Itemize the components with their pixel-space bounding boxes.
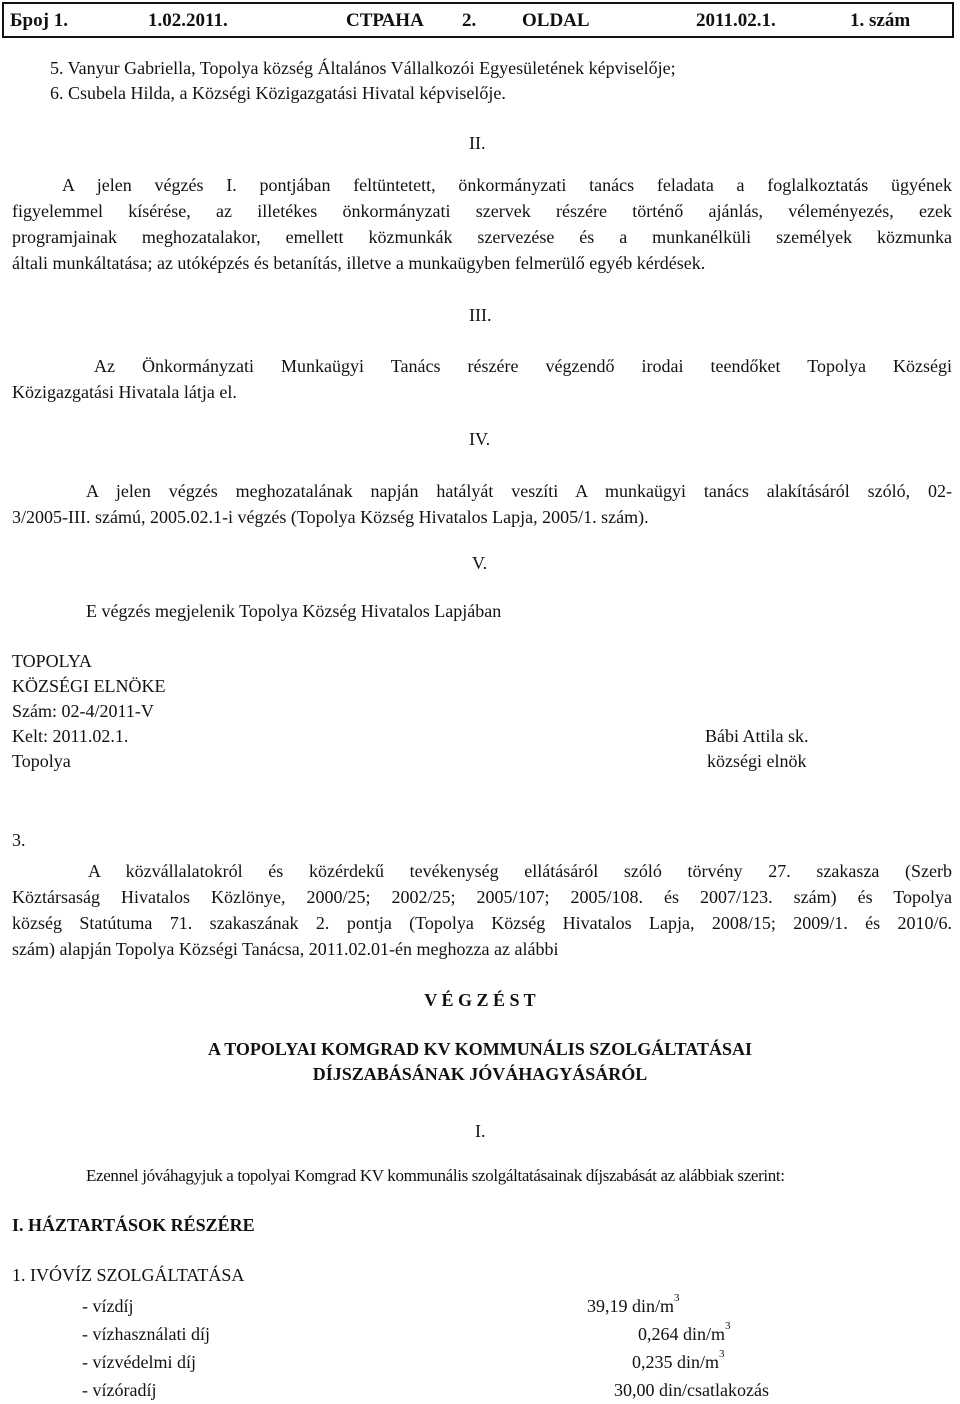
fee-value: 0,264 din/$m^3$ <box>638 1320 731 1344</box>
issue-date-hu: 2011.02.1. <box>696 10 776 31</box>
section-heading-5: V. <box>472 553 488 573</box>
document-place: Topolya <box>12 751 71 771</box>
paragraph-line: község Statútuma 71. szakaszának 2. pontja (Topolya Község Hivatalos Lapja, 2008/15; 2009/1. és 2010/6. <box>12 913 952 933</box>
unit-exponent: 3 <box>674 1292 680 1304</box>
paragraph-line: A jelen végzés I. pontjában feltüntetett, önkormányzati tanács feladata a foglalkoztatás ügyének <box>62 175 952 195</box>
page-label-sr: СТРАНА <box>346 10 424 31</box>
paragraph-line: A közvállalatokról és közérdekű tevékenység ellátásáról szóló törvény 27. szakasza (Szerb <box>88 861 952 881</box>
document-number: Szám: 02-4/2011-V <box>12 701 154 721</box>
unit-exponent: 3 <box>719 1348 725 1360</box>
issue-number-hu: 1. szám <box>850 10 911 31</box>
fee-name: - vízhasználati díj <box>82 1324 210 1344</box>
signatory-title: községi elnök <box>707 751 807 771</box>
paragraph-line: programjainak meghozatalakor, emellett közmunkák szervezése és a munkanélküli személyek közmunka <box>12 227 952 247</box>
publication-note: E végzés megjelenik Topolya Község Hivatalos Lapjában <box>86 601 502 621</box>
section-3-paragraph <box>12 353 952 405</box>
fee-name: - vízóradíj <box>82 1380 157 1400</box>
approval-statement: Ezennel jóváhagyjuk a topolyai Komgrad KV kommunális szolgáltatásainak díjszabását az alábbiak szerint: <box>86 1166 785 1185</box>
signatory-name: Bábi Attila sk. <box>705 726 809 746</box>
households-heading: I. HÁZTARTÁSOK RÉSZÉRE <box>12 1215 255 1235</box>
section-heading-4: IV. <box>469 429 491 449</box>
member-item-6: 6. Csubela Hilda, a Községi Közigazgatási Hivatal képviselője. <box>50 83 506 103</box>
section-heading-1: I. <box>475 1121 486 1141</box>
section-heading-2: II. <box>469 133 486 153</box>
paragraph-line: A jelen végzés meghozatalának napján hatályát veszíti A munkaügyi tanács alakításáról szóló, 02- <box>86 481 952 501</box>
paragraph-line: Köztársaság Hivatalos Közlönye, 2000/25; 2002/25; 2005/107; 2005/108. és 2007/123. szám) és Topolya <box>12 887 952 907</box>
fee-value: 30,00 din/csatlakozás <box>614 1380 769 1400</box>
issuer-line: KÖZSÉGI ELNÖKE <box>12 676 166 696</box>
decision-title-line-1: A TOPOLYAI KOMGRAD KV KOMMUNÁLIS SZOLGÁLTATÁSAI <box>208 1039 752 1059</box>
document-date: Kelt: 2011.02.1. <box>12 726 129 746</box>
section-heading-3: III. <box>469 305 492 325</box>
fee-name: - vízvédelmi díj <box>82 1352 196 1372</box>
member-item-5: 5. Vanyur Gabriella, Topolya község Általános Vállalkozói Egyesületének képviselője; <box>50 58 676 78</box>
paragraph-line: 3/2005-III. számú, 2005.02.1-i végzés (Topolya Község Hivatalos Lapja, 2005/1. szám). <box>12 507 649 527</box>
page-label-hu: OLDAL <box>522 10 590 31</box>
paragraph-line: Közigazgatási Hivatala látja el. <box>12 382 237 402</box>
decision-title-line-2: DÍJSZABÁSÁNAK JÓVÁHAGYÁSÁRÓL <box>312 1064 648 1084</box>
document-3-number: 3. <box>12 830 26 850</box>
issue-number-sr: Број 1. <box>10 10 68 31</box>
section-2-paragraph <box>12 172 952 276</box>
fee-name: - vízdíj <box>82 1296 134 1316</box>
fee-value: 0,235 din/$m^3$ <box>632 1348 725 1372</box>
paragraph-line: általi munkáltatása; az utóképzés és betanítás, illetve a munkaügyben felmerülő egyéb kérdések. <box>12 253 706 273</box>
issue-date: 1.02.2011. <box>148 10 228 31</box>
water-service-heading: 1. IVÓVÍZ SZOLGÁLTATÁSA <box>12 1265 245 1285</box>
decision-heading: V É G Z É S T <box>424 990 536 1010</box>
page-number: 2. <box>462 10 477 31</box>
fee-value: 39,19 din/$m^3$ <box>587 1292 680 1316</box>
issuer-line: TOPOLYA <box>12 651 92 671</box>
unit-exponent: 3 <box>725 1320 731 1332</box>
paragraph-line: szám) alapján Topolya Községi Tanácsa, 2011.02.01-én meghozza az alábbi <box>12 939 559 959</box>
page-header <box>2 2 954 38</box>
paragraph-line: figyelemmel kísérése, az illetékes önkormányzati szervek részére történő ajánlás, véleményezés, ezek <box>12 201 952 221</box>
document-3-preamble <box>12 858 952 962</box>
paragraph-line: Az Önkormányzati Munkaügyi Tanács részére végzendő irodai teendőket Topolya Községi <box>94 356 952 376</box>
section-4-paragraph <box>12 478 952 530</box>
